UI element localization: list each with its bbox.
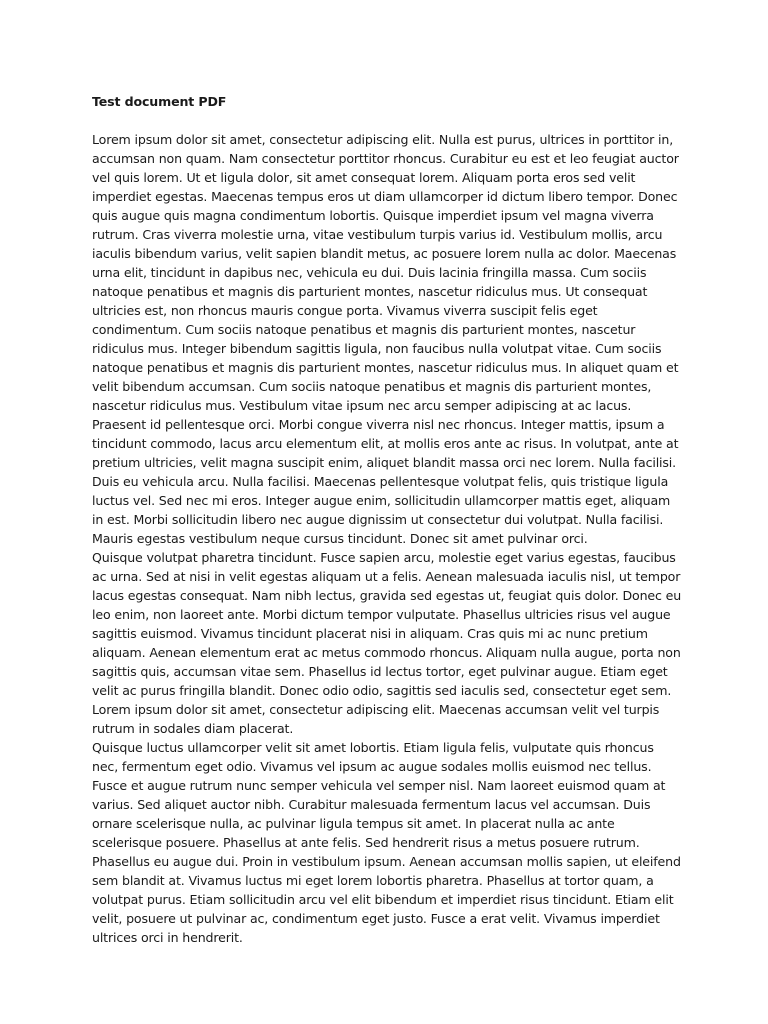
paragraph-1: Lorem ipsum dolor sit amet, consectetur adipiscing elit. Nulla est purus, ultrices in porttitor in, accumsan non quam. Nam consectetur porttitor rhoncus. Curabitur eu est et leo feugiat auctor vel quis lorem. Ut et ligula dolor, sit amet consequat lorem. Aliquam porta eros sed velit imperdiet egestas. Maecenas tempus eros ut diam ullamcorper id dictum libero tempor. Donec quis augue quis magna condimentum lobortis. Quisque imperdiet ipsum vel magna viverra rutrum. Cras viverra molestie urna, vitae vestibulum turpis varius id. Vestibulum mollis, arcu iaculis bibendum varius, velit sapien blandit metus, ac posuere lorem nulla ac dolor. Maecenas urna elit, tincidunt in dapibus nec, vehicula eu dui. Duis lacinia fringilla massa. Cum sociis natoque penatibus et magnis dis parturient montes, nascetur ridiculus mus. Ut consequat ultricies est, non rhoncus mauris congue porta. Vivamus viverra suscipit felis eget condimentum. Cum sociis natoque penatibus et magnis dis parturient montes, nascetur ridiculus mus. Integer bibendum sagittis ligula, non faucibus nulla volutpat vitae. Cum sociis natoque penatibus et magnis dis parturient montes, nascetur ridiculus mus. In aliquet quam et velit bibendum accumsan. Cum sociis natoque penatibus et magnis dis parturient montes, nascetur ridiculus mus. Vestibulum vitae ipsum nec arcu semper adipiscing at ac lacus. Praesent id pellentesque orci. Morbi congue viverra nisl nec rhoncus. Integer mattis, ipsum a tincidunt commodo, lacus arcu elementum elit, at mollis eros ante ac risus. In volutpat, ante at pretium ultricies, velit magna suscipit enim, aliquet blandit massa orci nec lorem. Nulla facilisi. Duis eu vehicula arcu. Nulla facilisi. Maecenas pellentesque volutpat felis, quis tristique ligula luctus vel. Sed nec mi eros. Integer augue enim, sollicitudin ullamcorper mattis eget, aliquam in est. Morbi sollicitudin libero nec augue dignissim ut consectetur dui volutpat. Nulla facilisi. Mauris egestas vestibulum neque cursus tincidunt. Donec sit amet pulvinar orci. [92, 132, 679, 546]
paragraph-2: Quisque volutpat pharetra tincidunt. Fusce sapien arcu, molestie eget varius egestas, faucibus ac urna. Sed at nisi in velit egestas aliquam ut a felis. Aenean malesuada iaculis nisl, ut tempor lacus egestas consequat. Nam nibh lectus, gravida sed egestas ut, feugiat quis dolor. Donec eu leo enim, non laoreet ante. Morbi dictum tempor vulputate. Phasellus ultricies risus vel augue sagittis euismod. Vivamus tincidunt placerat nisi in aliquam. Cras quis mi ac nunc pretium aliquam. Aenean elementum erat ac metus commodo rhoncus. Aliquam nulla augue, porta non sagittis quis, accumsan vitae sem. Phasellus id lectus tortor, eget pulvinar augue. Etiam eget velit ac purus fringilla blandit. Donec odio odio, sagittis sed iaculis sed, consectetur eget sem. Lorem ipsum dolor sit amet, consectetur adipiscing elit. Maecenas accumsan velit vel turpis rutrum in sodales diam placerat. [92, 550, 682, 736]
document-body [92, 92, 682, 947]
paragraph-3: Quisque luctus ullamcorper velit sit amet lobortis. Etiam ligula felis, vulputate quis rhoncus nec, fermentum eget odio. Vivamus vel ipsum ac augue sodales mollis euismod nec tellus. Fusce et augue rutrum nunc semper vehicula vel semper nisl. Nam laoreet euismod quam at varius. Sed aliquet auctor nibh. Curabitur malesuada fermentum lacus vel accumsan. Duis ornare scelerisque nulla, ac pulvinar ligula tempus sit amet. In placerat nulla ac ante scelerisque posuere. Phasellus at ante felis. Sed hendrerit risus a metus posuere rutrum. Phasellus eu augue dui. Proin in vestibulum ipsum. Aenean accumsan mollis sapien, ut eleifend sem blandit at. Vivamus luctus mi eget lorem lobortis pharetra. Phasellus at tortor quam, a volutpat purus. Etiam sollicitudin arcu vel elit bibendum et imperdiet risus tincidunt. Etiam elit velit, posuere ut pulvinar ac, condimentum eget justo. Fusce a erat velit. Vivamus imperdiet ultrices orci in hendrerit. [92, 740, 681, 945]
document-title: Test document PDF [92, 94, 227, 109]
